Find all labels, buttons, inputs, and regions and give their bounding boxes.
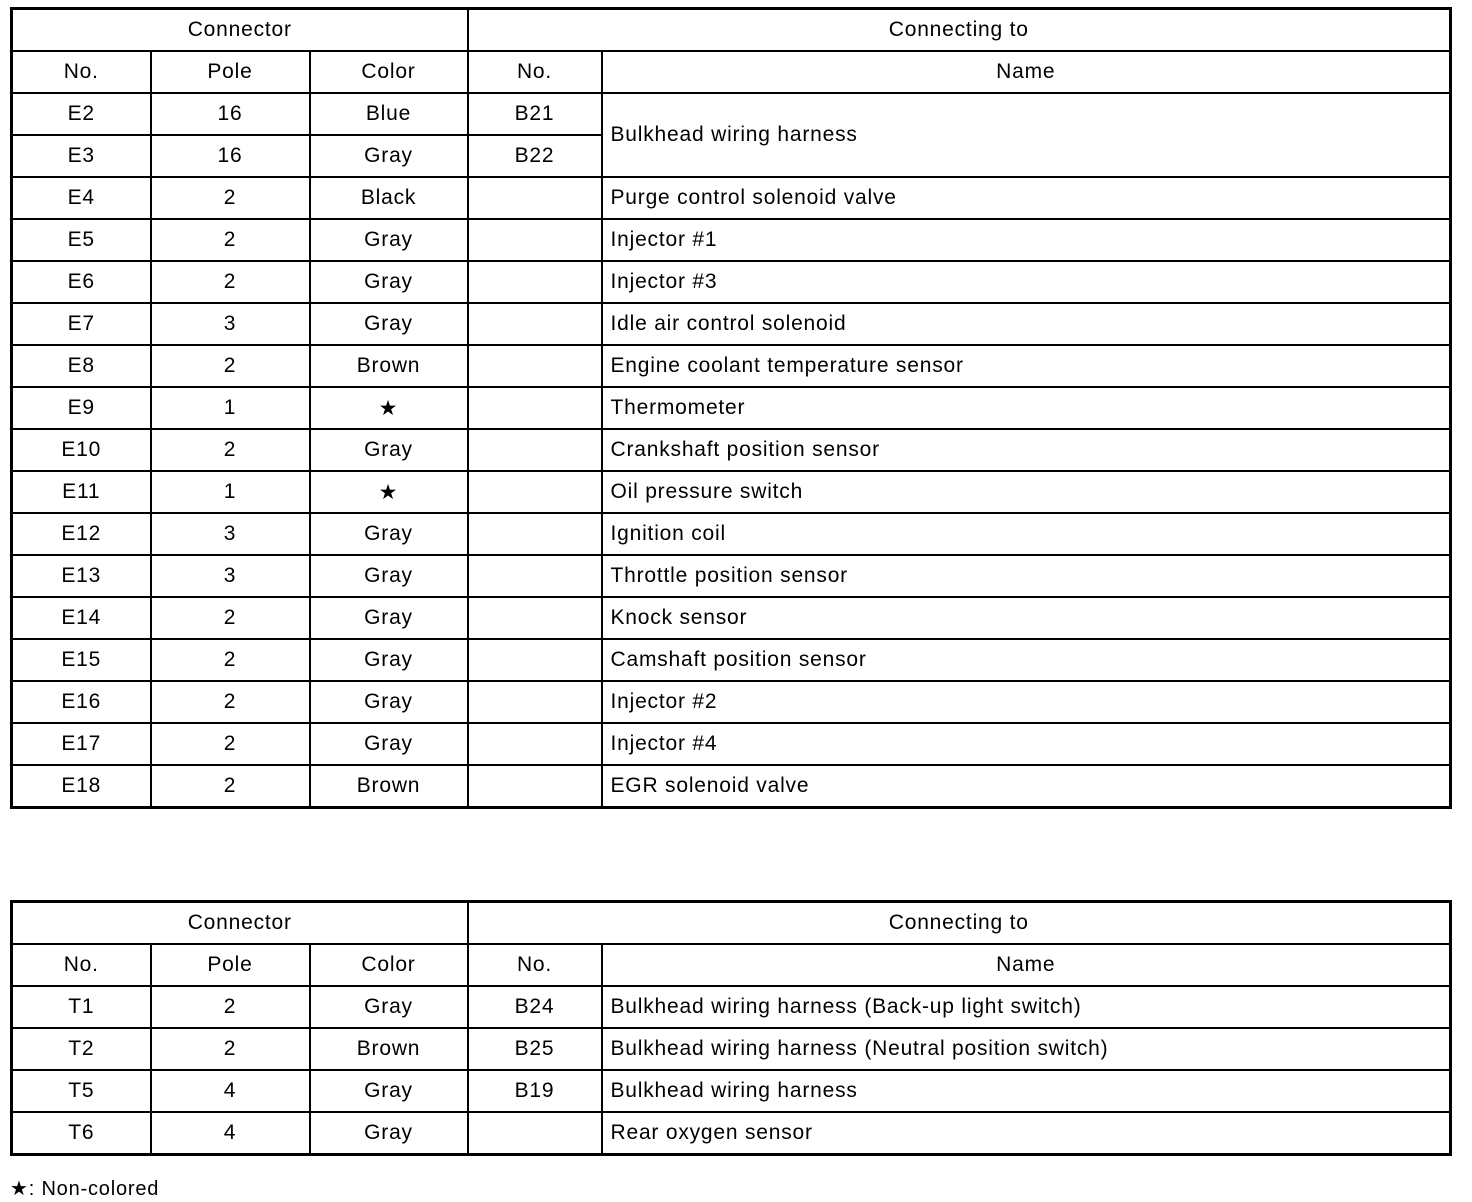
connecting-name: Oil pressure switch <box>602 471 1451 513</box>
pole-count: 2 <box>151 681 310 723</box>
connector-no: E18 <box>12 765 151 808</box>
connecting-no <box>468 219 602 261</box>
table-row <box>12 513 1451 555</box>
table-row <box>12 429 1451 471</box>
pole-column-header: Pole <box>151 944 310 986</box>
connector-color: Gray <box>310 681 468 723</box>
pole-count: 2 <box>151 177 310 219</box>
connecting-no: B21 <box>468 93 602 135</box>
connecting-no <box>468 555 602 597</box>
connecting-name: Engine coolant temperature sensor <box>602 345 1451 387</box>
connecting-no <box>468 177 602 219</box>
pole-count: 4 <box>151 1112 310 1155</box>
connecting-name: Ignition coil <box>602 513 1451 555</box>
column-header-row <box>12 51 1451 93</box>
connecting-no: B22 <box>468 135 602 177</box>
name-column-header: Name <box>602 51 1451 93</box>
connector-color: Blue <box>310 93 468 135</box>
connector-no: T2 <box>12 1028 151 1070</box>
connector-color: Gray <box>310 1070 468 1112</box>
connector-group-header: Connector <box>12 9 468 52</box>
connector-no: E17 <box>12 723 151 765</box>
pole-count: 2 <box>151 639 310 681</box>
connecting-name: Crankshaft position sensor <box>602 429 1451 471</box>
connecting-no <box>468 597 602 639</box>
connecting-no: B19 <box>468 1070 602 1112</box>
column-header-row <box>12 944 1451 986</box>
connecting-name: Injector #3 <box>602 261 1451 303</box>
connector-no: E14 <box>12 597 151 639</box>
connector-color: Gray <box>310 597 468 639</box>
connecting-name: Injector #2 <box>602 681 1451 723</box>
connector-no: E2 <box>12 93 151 135</box>
connector-color: Brown <box>310 1028 468 1070</box>
table-row <box>12 597 1451 639</box>
connector-color: Brown <box>310 765 468 808</box>
connector-no: E7 <box>12 303 151 345</box>
connector-no: E11 <box>12 471 151 513</box>
pole-column-header: Pole <box>151 51 310 93</box>
connector-color: Brown <box>310 345 468 387</box>
connecting-no <box>468 261 602 303</box>
connector-color: Gray <box>310 1112 468 1155</box>
table-row <box>12 1028 1451 1070</box>
connecting-name: Injector #1 <box>602 219 1451 261</box>
table-row <box>12 303 1451 345</box>
engine-connector-table <box>10 7 1452 809</box>
connector-color: ★ <box>310 471 468 513</box>
connector-color: Gray <box>310 555 468 597</box>
connector-color: Gray <box>310 513 468 555</box>
name-column-header: Name <box>602 944 1451 986</box>
pole-count: 4 <box>151 1070 310 1112</box>
pole-count: 2 <box>151 597 310 639</box>
pole-count: 2 <box>151 723 310 765</box>
connector-no: E12 <box>12 513 151 555</box>
connector-color: Gray <box>310 303 468 345</box>
connector-no: E5 <box>12 219 151 261</box>
no-column-header: No. <box>12 51 151 93</box>
pole-count: 2 <box>151 345 310 387</box>
table-row <box>12 639 1451 681</box>
table-row <box>12 471 1451 513</box>
to-no-column-header: No. <box>468 944 602 986</box>
connector-no: E13 <box>12 555 151 597</box>
connector-no: E8 <box>12 345 151 387</box>
color-column-header: Color <box>310 944 468 986</box>
connector-group-header: Connector <box>12 902 468 945</box>
table-row <box>12 177 1451 219</box>
pole-count: 2 <box>151 765 310 808</box>
pole-count: 3 <box>151 555 310 597</box>
connector-no: E16 <box>12 681 151 723</box>
table-row <box>12 681 1451 723</box>
connector-no: E15 <box>12 639 151 681</box>
connector-color: ★ <box>310 387 468 429</box>
connector-no: T5 <box>12 1070 151 1112</box>
connecting-name: Bulkhead wiring harness (Back-up light switch) <box>602 986 1451 1028</box>
connecting-no <box>468 345 602 387</box>
table-row <box>12 765 1451 808</box>
table-row <box>12 1112 1451 1155</box>
connector-color: Gray <box>310 219 468 261</box>
connecting-no: B25 <box>468 1028 602 1070</box>
pole-count: 16 <box>151 135 310 177</box>
transmission-connector-table <box>10 900 1452 1156</box>
connecting-to-group-header: Connecting to <box>468 902 1451 945</box>
connecting-no <box>468 681 602 723</box>
pole-count: 3 <box>151 513 310 555</box>
connector-color: Gray <box>310 639 468 681</box>
connecting-no <box>468 639 602 681</box>
connector-color: Gray <box>310 261 468 303</box>
pole-count: 1 <box>151 471 310 513</box>
connector-color: Gray <box>310 429 468 471</box>
connector-no: T1 <box>12 986 151 1028</box>
pole-count: 2 <box>151 219 310 261</box>
table-row <box>12 1070 1451 1112</box>
connector-no: E9 <box>12 387 151 429</box>
connecting-name: Idle air control solenoid <box>602 303 1451 345</box>
pole-count: 2 <box>151 261 310 303</box>
connecting-no <box>468 303 602 345</box>
connector-no: E3 <box>12 135 151 177</box>
connecting-no: B24 <box>468 986 602 1028</box>
pole-count: 3 <box>151 303 310 345</box>
connecting-name: Bulkhead wiring harness (Neutral position switch) <box>602 1028 1451 1070</box>
connecting-name: Knock sensor <box>602 597 1451 639</box>
connector-color: Gray <box>310 986 468 1028</box>
connector-no: E6 <box>12 261 151 303</box>
connecting-no <box>468 765 602 808</box>
connector-no: E10 <box>12 429 151 471</box>
connecting-no <box>468 387 602 429</box>
table-row <box>12 555 1451 597</box>
table-row <box>12 93 1451 135</box>
footnote: ★: Non-colored <box>10 1178 160 1200</box>
connecting-no <box>468 429 602 471</box>
table-row <box>12 261 1451 303</box>
connecting-name: Injector #4 <box>602 723 1451 765</box>
connecting-name: Bulkhead wiring harness <box>602 93 1451 177</box>
pole-count: 2 <box>151 1028 310 1070</box>
pole-count: 1 <box>151 387 310 429</box>
pole-count: 2 <box>151 986 310 1028</box>
to-no-column-header: No. <box>468 51 602 93</box>
group-header-row <box>12 902 1451 945</box>
connector-no: E4 <box>12 177 151 219</box>
table-row <box>12 345 1451 387</box>
no-column-header: No. <box>12 944 151 986</box>
connector-no: T6 <box>12 1112 151 1155</box>
connecting-name: Thermometer <box>602 387 1451 429</box>
connector-color: Black <box>310 177 468 219</box>
connecting-no <box>468 723 602 765</box>
connecting-no <box>468 513 602 555</box>
connecting-to-group-header: Connecting to <box>468 9 1451 52</box>
connecting-name: Rear oxygen sensor <box>602 1112 1451 1155</box>
pole-count: 2 <box>151 429 310 471</box>
table-row <box>12 219 1451 261</box>
connecting-name: Bulkhead wiring harness <box>602 1070 1451 1112</box>
connecting-name: Camshaft position sensor <box>602 639 1451 681</box>
table-row <box>12 723 1451 765</box>
connector-color: Gray <box>310 135 468 177</box>
connector-color: Gray <box>310 723 468 765</box>
connecting-name: Purge control solenoid valve <box>602 177 1451 219</box>
color-column-header: Color <box>310 51 468 93</box>
connecting-no <box>468 471 602 513</box>
group-header-row <box>12 9 1451 52</box>
connecting-name: Throttle position sensor <box>602 555 1451 597</box>
pole-count: 16 <box>151 93 310 135</box>
connecting-no <box>468 1112 602 1155</box>
table-row <box>12 986 1451 1028</box>
table-row <box>12 387 1451 429</box>
connecting-name: EGR solenoid valve <box>602 765 1451 808</box>
